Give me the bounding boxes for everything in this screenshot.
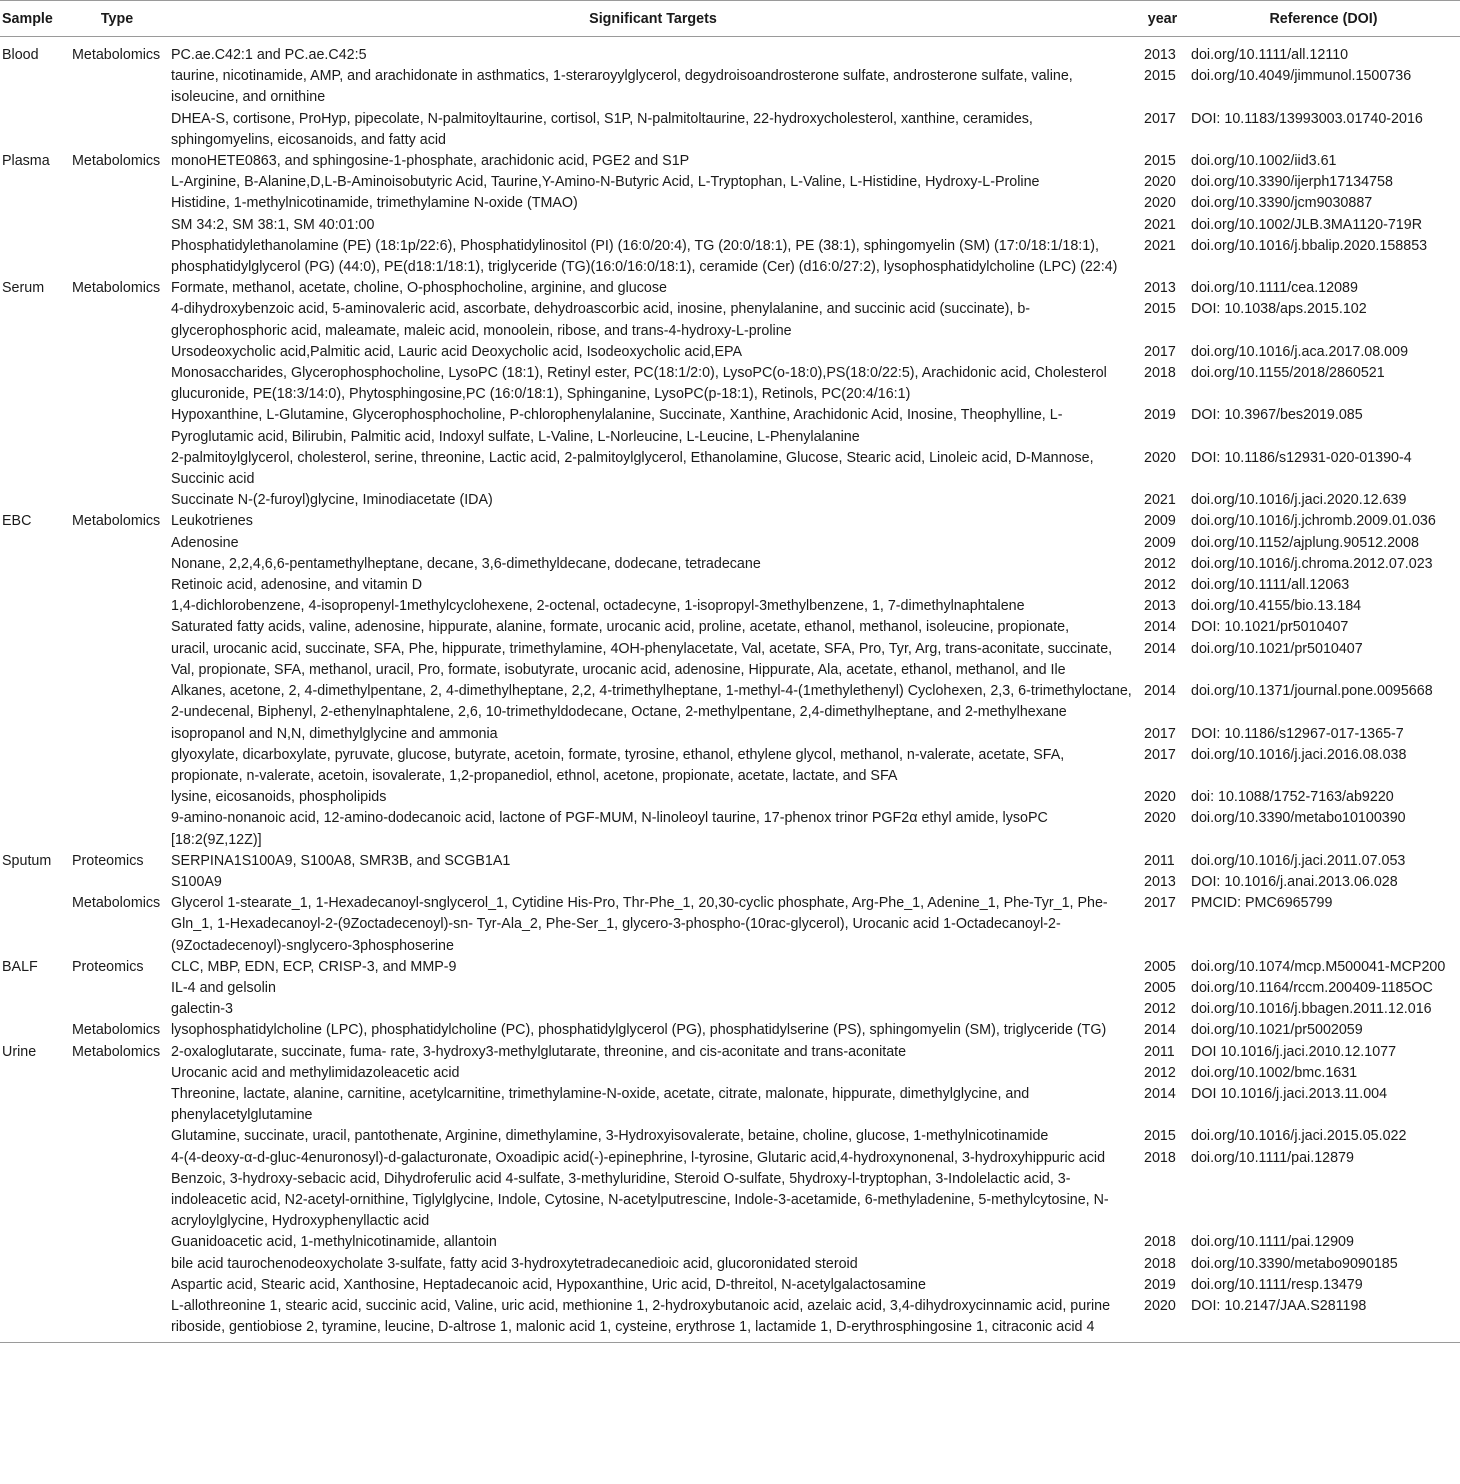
cell-targets: Histidine, 1-methylnicotinamide, trimethylamine N-oxide (TMAO): [171, 195, 578, 212]
cell-year: 2009: [1144, 513, 1176, 530]
cell-type: Metabolomics: [72, 1022, 161, 1039]
cell-type: [66, 193, 168, 214]
cell-reference: doi.org/10.1016/j.jchromb.2009.01.036: [1191, 513, 1436, 530]
cell-sample: Plasma: [2, 153, 50, 170]
cell-targets: 1,4-dichlorobenzene, 4-isopropenyl-1methylcyclohexene, 2-octenal, octadecyne, 1-isopropyl-3methylbenzene, 1, 7-dimethylnaphtalene: [171, 598, 1025, 615]
cell-sample: EBC: [2, 513, 32, 530]
cell-targets: Ursodeoxycholic acid,Palmitic acid, Lauric acid Deoxycholic acid, Isodeoxycholic acid,EPA: [171, 343, 743, 360]
table-row: [0, 278, 1460, 299]
cell-sample: [0, 193, 66, 214]
cell-reference: doi.org/10.1111/pai.12909: [1191, 1234, 1354, 1251]
cell-targets: Guanidoacetic acid, 1-methylnicotinamide, allantoin: [171, 1234, 497, 1251]
cell-year: 2014: [1144, 1085, 1176, 1102]
cell-type: [66, 978, 168, 999]
cell-sample: [0, 639, 66, 681]
cell-sample: [0, 787, 66, 808]
cell-year: 2020: [1144, 449, 1176, 466]
cell-type: [66, 872, 168, 893]
cell-targets: Glutamine, succinate, uracil, pantothenate, Arginine, dimethylamine, 3-Hydroxyisovalerate, betaine, choline, glucose, 1-methylnicotinamide: [171, 1128, 1049, 1145]
cell-type: [66, 236, 168, 278]
cell-year: 2017: [1144, 110, 1176, 127]
table-row: [0, 511, 1460, 532]
cell-year: 2013: [1144, 47, 1176, 63]
cell-year: 2005: [1144, 979, 1176, 996]
cell-sample: [0, 978, 66, 999]
cell-reference: doi.org/10.1002/bmc.1631: [1191, 1064, 1358, 1081]
table-row: [0, 724, 1460, 745]
table-row: [0, 342, 1460, 363]
cell-targets: L-allothreonine 1, stearic acid, succinic acid, Valine, uric acid, methionine 1, 2-hydroxybutanoic acid, azelaic acid, 3,4-dihydroxycinnamic acid, purine riboside, gentiobiose 2, tyramine, leucine, D-altrose 1, malonic acid 1, cysteine, erythrose 1, lactamide 1, D-erythrosphingosine 1, citraconic acid 4: [168, 1296, 1138, 1343]
table-row: [0, 872, 1460, 893]
cell-year: 2011: [1144, 1043, 1175, 1060]
cell-reference: doi.org/10.3390/jcm9030887: [1191, 195, 1373, 212]
cell-type: [66, 1126, 168, 1147]
cell-reference: DOI 10.1016/j.jaci.2010.12.1077: [1191, 1043, 1397, 1060]
cell-type: [66, 215, 168, 236]
cell-targets: Leukotrienes: [171, 513, 253, 530]
cell-reference: doi.org/10.4155/bio.13.184: [1191, 598, 1362, 615]
cell-sample: [0, 999, 66, 1020]
cell-sample: [0, 872, 66, 893]
table-row: [0, 109, 1460, 151]
cell-targets: SERPINA1S100A9, S100A8, SMR3B, and SCGB1A1: [171, 852, 511, 869]
cell-year: 2021: [1144, 492, 1176, 509]
cell-targets: Succinate N-(2-furoyl)glycine, Iminodiacetate (IDA): [171, 492, 493, 509]
cell-reference: doi.org/10.1016/j.aca.2017.08.009: [1191, 343, 1409, 360]
table-row: [0, 1126, 1460, 1147]
cell-type: [66, 342, 168, 363]
cell-year: 2012: [1144, 1001, 1176, 1018]
cell-targets: 2-palmitoylglycerol, cholesterol, serine, threonine, Lactic acid, 2-palmitoylglycerol, Ethanolamine, Glucose, Stearic acid, Linoleic acid, D-Mannose, Succinic acid: [171, 449, 1094, 488]
cell-year: 2011: [1144, 852, 1175, 869]
cell-sample: [0, 745, 66, 787]
cell-year: 2017: [1144, 895, 1176, 912]
cell-year: 2017: [1144, 725, 1176, 742]
table-row: [0, 448, 1460, 490]
cell-targets: monoHETE0863, and sphingosine-1-phosphate, arachidonic acid, PGE2 and S1P: [171, 153, 690, 170]
cell-sample: [0, 66, 66, 108]
cell-year: 2019: [1144, 1276, 1176, 1293]
cell-type: [66, 490, 168, 511]
cell-targets: 9-amino-nonanoic acid, 12-amino-dodecanoic acid, lactone of PGF-MUM, N-linoleoyl taurine, 17-phenox trinor PGF2α ethyl amide, lysoPC [18:2(9Z,12Z)]: [171, 810, 1048, 848]
cell-targets: Alkanes, acetone, 2, 4-dimethylpentane, 2, 4-dimethylheptane, 2,2, 4-trimethylheptane, 1-methyl-4-(1methylethenyl) Cyclohexen, 2,3, 6-trimethyloctane, 2-undecenal, Biphenyl, 2-ethenylnaphtalene, 2,6, 10-trimethyldodecane, Octane, 2-methylpentane, 2,4-dimethylheptane, and 2-methylhexane: [171, 683, 1132, 721]
cell-year: 2015: [1144, 153, 1176, 170]
cell-type: [66, 808, 168, 850]
cell-targets: Threonine, lactate, alanine, carnitine, acetylcarnitine, trimethylamine-N-oxide, acetate, citrate, malonate, hippurate, dimethylglycine, and phenylacetylglutamine: [171, 1085, 1030, 1124]
cell-targets: lysine, eicosanoids, phospholipids: [171, 789, 387, 806]
cell-year: 2020: [1144, 195, 1176, 212]
cell-year: 2020: [1138, 1296, 1187, 1343]
cell-reference: doi.org/10.1016/j.bbalip.2020.158853: [1191, 237, 1428, 254]
cell-type: [66, 1148, 168, 1233]
table-row: [0, 681, 1460, 723]
cell-reference: doi.org/10.3390/metabo9090185: [1191, 1255, 1398, 1272]
cell-targets: Retinoic acid, adenosine, and vitamin D: [171, 577, 423, 594]
header-type: Type: [66, 1, 168, 37]
cell-reference: doi.org/10.1016/j.jaci.2016.08.038: [1191, 746, 1407, 763]
cell-targets: taurine, nicotinamide, AMP, and arachidonate in asthmatics, 1-steraroyylglycerol, degydroisoandrosterone sulfate, androsterone sulfate, valine, isoleucine, and ornithine: [171, 68, 1073, 106]
cell-reference: doi.org/10.3390/metabo10100390: [1191, 810, 1406, 827]
cell-reference: DOI: 10.3967/bes2019.085: [1191, 407, 1363, 424]
cell-targets: Adenosine: [171, 534, 239, 551]
cell-reference: doi.org/10.1152/ajplung.90512.2008: [1191, 534, 1419, 551]
cell-targets: Monosaccharides, Glycerophosphocholine, LysoPC (18:1), Retinyl ester, PC(18:1/2:0), LysoPC(o-18:0),PS(18:0/22:5), Arachidonic acid, Cholesterol glucuronide, PE(18:3/14:0), Phytosphingosine,PC (16:0/18:1), Sphinganine, LysoPC(p-18:1), Retinols, PC(20:4/16:1): [171, 365, 1107, 403]
cell-year: 2014: [1144, 640, 1176, 657]
cell-type: Metabolomics: [72, 280, 161, 297]
cell-reference: doi.org/10.4049/jimmunol.1500736: [1191, 68, 1412, 85]
cell-reference: doi.org/10.1111/pai.12879: [1191, 1149, 1354, 1166]
cell-sample: [0, 490, 66, 511]
cell-type: Metabolomics: [72, 513, 161, 530]
cell-year: 2005: [1144, 958, 1176, 975]
cell-sample: [0, 1126, 66, 1147]
cell-sample: [0, 1275, 66, 1296]
cell-sample: [0, 596, 66, 617]
cell-targets: Formate, methanol, acetate, choline, O-phosphocholine, arginine, and glucose: [171, 280, 667, 297]
cell-targets: lysophosphatidylcholine (LPC), phosphatidylcholine (PC), phosphatidylglycerol (PG), phosphatidylserine (PS), sphingomyelin (SM), triglyceride (TG): [171, 1022, 1107, 1039]
cell-year: 2015: [1144, 1128, 1176, 1145]
cell-targets: isopropanol and N,N, dimethylglycine and ammonia: [171, 725, 498, 742]
cell-type: [66, 172, 168, 193]
table-row: [0, 151, 1460, 172]
cell-reference: DOI: 10.1016/j.anai.2013.06.028: [1191, 873, 1398, 890]
cell-type: [66, 1275, 168, 1296]
cell-type: [66, 596, 168, 617]
cell-sample: [0, 448, 66, 490]
cell-sample: [0, 363, 66, 405]
table-row: [0, 978, 1460, 999]
cell-sample: [0, 1063, 66, 1084]
cell-reference: doi: 10.1088/1752-7163/ab9220: [1191, 789, 1394, 806]
cell-sample: [0, 1148, 66, 1233]
cell-targets: Aspartic acid, Stearic acid, Xanthosine, Heptadecanoic acid, Hypoxanthine, Uric acid, D-threitol, N-acetylgalactosamine: [171, 1276, 926, 1293]
cell-reference: doi.org/10.1016/j.jaci.2020.12.639: [1191, 492, 1407, 509]
cell-type: [66, 1254, 168, 1275]
cell-reference: doi.org/10.1016/j.jaci.2011.07.053: [1191, 852, 1406, 869]
table-row: [0, 745, 1460, 787]
table-row: [0, 1084, 1460, 1126]
cell-reference: DOI 10.1016/j.jaci.2013.11.004: [1191, 1085, 1388, 1102]
cell-type: [66, 999, 168, 1020]
cell-sample: [0, 1232, 66, 1253]
cell-sample: [0, 1020, 66, 1041]
cell-year: 2021: [1144, 237, 1176, 254]
cell-year: 2012: [1144, 1064, 1176, 1081]
table-row: [0, 1063, 1460, 1084]
cell-sample: [0, 236, 66, 278]
cell-targets: CLC, MBP, EDN, ECP, CRISP-3, and MMP-9: [171, 958, 457, 975]
cell-year: 2014: [1144, 1022, 1176, 1039]
cell-year: 2014: [1144, 683, 1176, 700]
cell-targets: Hypoxanthine, L-Glutamine, Glycerophosphocholine, P-chlorophenylalanine, Succinate, Xanthine, Arachidonic Acid, Inosine, Theophylline, L-Pyroglutamic acid, Bilirubin, Palmitic acid, Indoxyl sulfate, L-Valine, L-Norleucine, L-Leucine, L-Phenylalanine: [171, 407, 1063, 445]
table-row: [0, 1254, 1460, 1275]
table-row: [0, 405, 1460, 447]
table-row: [0, 193, 1460, 214]
cell-type: Metabolomics: [72, 153, 161, 170]
table-row: [0, 533, 1460, 554]
cell-type: [66, 109, 168, 151]
cell-reference: doi.org/10.1111/cea.12089: [1191, 280, 1358, 297]
cell-sample: [0, 109, 66, 151]
table-body: [0, 37, 1460, 1343]
cell-sample: [0, 681, 66, 723]
table-row: [0, 851, 1460, 872]
cell-targets: Glycerol 1-stearate_1, 1-Hexadecanoyl-snglycerol_1, Cytidine His-Pro, Thr-Phe_1, 20,30-cyclic phosphate, Arg-Phe_1, Adenine_1, Phe-Tyr_1, Phe-Gln_1, 1-Hexadecanoyl-2-(9Zoctadecenoyl)-sn- Tyr-Ala_2, Phe-Ser_1, glycero-3-phospho-(10rac-glycerol), Urocanic acid 1-Octadecanoyl-2-(9Zoctadecenoyl)-snglycero-3phosphoserine: [171, 895, 1108, 954]
cell-type: Proteomics: [72, 958, 144, 975]
cell-reference: doi.org/10.1002/JLB.3MA1120-719R: [1191, 216, 1423, 233]
cell-targets: S100A9: [171, 873, 222, 890]
cell-targets: Nonane, 2,2,4,6,6-pentamethylheptane, decane, 3,6-dimethyldecane, dodecane, tetradecane: [171, 555, 761, 572]
table-row: [0, 957, 1460, 978]
cell-year: 2017: [1144, 343, 1176, 360]
table-row: [0, 787, 1460, 808]
cell-reference: doi.org/10.1111/all.12110: [1191, 47, 1349, 63]
table-row: [0, 1020, 1460, 1041]
cell-sample: [0, 533, 66, 554]
cell-type: [66, 724, 168, 745]
cell-type: [66, 617, 168, 638]
cell-type: [66, 363, 168, 405]
cell-targets: IL-4 and gelsolin: [171, 979, 276, 996]
table-row: [0, 554, 1460, 575]
cell-type: [66, 639, 168, 681]
table-row: [0, 172, 1460, 193]
cell-year: 2009: [1144, 534, 1176, 551]
cell-sample: [0, 1084, 66, 1126]
cell-sample: Sputum: [2, 852, 52, 869]
cell-year: 2018: [1144, 1149, 1176, 1166]
cell-type: [66, 1232, 168, 1253]
table-row: [0, 1232, 1460, 1253]
cell-year: 2012: [1144, 577, 1176, 594]
cell-type: [66, 554, 168, 575]
cell-sample: [0, 405, 66, 447]
cell-targets: bile acid taurochenodeoxycholate 3-sulfate, fatty acid 3-hydroxytetradecanedioic acid, glucoronidated steroid: [171, 1255, 858, 1272]
table-row: [0, 596, 1460, 617]
cell-year: 2018: [1144, 1255, 1176, 1272]
cell-sample: BALF: [2, 958, 38, 975]
cell-type: [66, 405, 168, 447]
cell-type: [66, 1084, 168, 1126]
cell-type: [66, 448, 168, 490]
cell-type: Metabolomics: [72, 1043, 161, 1060]
cell-sample: Blood: [2, 47, 39, 63]
cell-targets: Saturated fatty acids, valine, adenosine, hippurate, alanine, formate, urocanic acid, proline, acetate, ethanol, methanol, isoleucine, propionate,: [171, 619, 1070, 636]
cell-year: 2020: [1144, 810, 1176, 827]
cell-sample: [0, 808, 66, 850]
cell-reference: doi.org/10.3390/ijerph17134758: [1191, 174, 1393, 191]
table-row: [0, 808, 1460, 850]
cell-reference: DOI: 10.2147/JAA.S281198: [1187, 1296, 1460, 1343]
table-row: [0, 363, 1460, 405]
cell-sample: [0, 893, 66, 957]
table-row: [0, 215, 1460, 236]
table-row: [0, 999, 1460, 1020]
table-row: [0, 299, 1460, 341]
cell-reference: DOI: 10.1186/s12967-017-1365-7: [1191, 725, 1404, 742]
cell-year: 2012: [1144, 555, 1176, 572]
cell-targets: Urocanic acid and methylimidazoleacetic acid: [171, 1064, 460, 1081]
cell-sample: [0, 299, 66, 341]
cell-year: 2013: [1144, 280, 1176, 297]
cell-type: [66, 66, 168, 108]
cell-reference: doi.org/10.1016/j.chroma.2012.07.023: [1191, 555, 1433, 572]
cell-reference: doi.org/10.1002/iid3.61: [1191, 153, 1337, 170]
cell-year: 2017: [1144, 746, 1176, 763]
cell-type: [66, 1063, 168, 1084]
table-row: [0, 617, 1460, 638]
cell-sample: [0, 575, 66, 596]
cell-type: [66, 787, 168, 808]
cell-sample: [0, 554, 66, 575]
cell-reference: doi.org/10.1074/mcp.M500041-MCP200: [1191, 958, 1446, 975]
cell-year: 2013: [1144, 873, 1176, 890]
table-row: [0, 893, 1460, 957]
cell-sample: [0, 724, 66, 745]
cell-sample: [0, 172, 66, 193]
header-reference: Reference (DOI): [1187, 1, 1460, 37]
table-header-row: [0, 1, 1460, 37]
cell-sample: [0, 342, 66, 363]
cell-reference: DOI: 10.1038/aps.2015.102: [1191, 301, 1367, 318]
cell-reference: doi.org/10.1021/pr5002059: [1191, 1022, 1363, 1039]
cell-reference: PMCID: PMC6965799: [1191, 895, 1333, 912]
table-row: [0, 639, 1460, 681]
cell-type: [66, 299, 168, 341]
cell-targets: uracil, urocanic acid, succinate, SFA, Phe, hippurate, trimethylamine, 4OH-phenylacetate, Val, acetate, SFA, Pro, Tyr, Arg, trans-aconitate, succinate, Val, propionate, SFA, methanol, uracil, Pro, formate, isobutyrate, urocanic acid, adenosine, Hippurate, Ala, acetate, ethanol, methanol, and Ile: [171, 640, 1113, 678]
cell-targets: PC.ae.C42:1 and PC.ae.C42:5: [171, 47, 367, 63]
cell-targets: 4-(4-deoxy-α-d-gluc-4enuronosyl)-d-galacturonate, Oxoadipic acid(-)-epinephrine, l-tyrosine, Glutaric acid,4-hydroxynonenal, 3-hydroxyhippuric acid Benzoic, 3-hydroxy-sebacic acid, Dihydroferulic acid 4-sulfate, 3-methyluridine, Steroid O-sulfate, 5hydroxy-l-tryptophan, 3-Indolelactic acid, 3-indoleacetic acid, N2-acetyl-ornithine, Tiglylglycine, Indole, Cytosine, N-acetylputrescine, Indole-3-acetamide, 6-methyladenine, 5-methylcytosine, N-acryloylglycine, Hydroxyphenyllactic acid: [171, 1149, 1109, 1230]
table-row: [0, 1148, 1460, 1233]
table-row: [0, 66, 1460, 108]
cell-year: 2013: [1144, 598, 1176, 615]
cell-reference: doi.org/10.1021/pr5010407: [1191, 640, 1363, 657]
cell-year: 2021: [1144, 216, 1176, 233]
cell-targets: Phosphatidylethanolamine (PE) (18:1p/22:6), Phosphatidylinositol (PI) (16:0/20:4), TG (20:0/18:1), PE (38:1), sphingomyelin (SM) (17:0/18:1/18:1), phosphatidylglycerol (PG) (44:0), PE(d18:1/18:1), triglyceride (TG)(16:0/16:0/18:1), ceramide (Cer) (d16:0/27:2), lysophosphatidylcholine (LPC) (22:4): [171, 237, 1118, 276]
cell-type: [66, 681, 168, 723]
table-row: [0, 236, 1460, 278]
table-row: [0, 1296, 1460, 1343]
cell-sample: [0, 1254, 66, 1275]
cell-type: [66, 745, 168, 787]
cell-reference: doi.org/10.1111/resp.13479: [1191, 1276, 1363, 1293]
cell-year: 2020: [1144, 789, 1176, 806]
cell-sample: Urine: [2, 1043, 37, 1060]
table-row: [0, 490, 1460, 511]
cell-reference: doi.org/10.1371/journal.pone.0095668: [1191, 683, 1433, 700]
header-year: year: [1138, 1, 1187, 37]
header-targets: Significant Targets: [168, 1, 1138, 37]
cell-sample: Serum: [2, 280, 45, 297]
cell-sample: [0, 215, 66, 236]
cell-sample: [0, 617, 66, 638]
cell-year: 2014: [1144, 619, 1176, 636]
cell-reference: doi.org/10.1164/rccm.200409-1185OC: [1191, 979, 1433, 996]
table-row: [0, 1275, 1460, 1296]
cell-reference: doi.org/10.1016/j.bbagen.2011.12.016: [1191, 1001, 1432, 1018]
cell-reference: doi.org/10.1155/2018/2860521: [1191, 365, 1385, 382]
cell-year: 2015: [1144, 301, 1176, 318]
cell-reference: DOI: 10.1021/pr5010407: [1191, 619, 1349, 636]
cell-targets: glyoxylate, dicarboxylate, pyruvate, glucose, butyrate, acetoin, formate, tyrosine, ethanol, ethylene glycol, methanol, n-valerate, acetate, SFA, propionate, n-valerate, acetoin, isovalerate, 1,2-propanediol, ethnol, acetone, propionate, acetate, lactate, and SFA: [171, 746, 1065, 784]
cell-reference: DOI: 10.1183/13993003.01740-2016: [1191, 110, 1423, 127]
table-row: [0, 1042, 1460, 1063]
cell-type: [66, 1296, 168, 1343]
table-row: [0, 37, 1460, 67]
cell-reference: doi.org/10.1111/all.12063: [1191, 577, 1350, 594]
cell-year: 2019: [1144, 407, 1176, 424]
cell-year: 2015: [1144, 68, 1176, 85]
cell-year: 2020: [1144, 174, 1176, 191]
cell-sample: [0, 1296, 66, 1343]
cell-type: [66, 575, 168, 596]
cell-targets: SM 34:2, SM 38:1, SM 40:01:00: [171, 216, 375, 233]
cell-reference: DOI: 10.1186/s12931-020-01390-4: [1191, 449, 1412, 466]
cell-targets: L-Arginine, B-Alanine,D,L-B-Aminoisobutyric Acid, Taurine,Y-Amino-N-Butyric Acid, L-Tryptophan, L-Valine, L-Histidine, Hydroxy-L-Proline: [171, 174, 1040, 191]
header-sample: Sample: [0, 1, 66, 37]
cell-targets: 2-oxaloglutarate, succinate, fuma- rate, 3-hydroxy3-methylglutarate, threonine, and cis-aconitate and trans-aconitate: [171, 1043, 907, 1060]
cell-targets: 4-dihydroxybenzoic acid, 5-aminovaleric acid, ascorbate, dehydroascorbic acid, inosine, phenylalanine, and succinic acid (succinate), b-glycerophosphoric acid, maleamate, maleic acid, monoolein, ribose, and trans-4-hydroxy-L-proline: [171, 301, 1031, 339]
cell-year: 2018: [1144, 1234, 1176, 1251]
cell-year: 2018: [1144, 365, 1176, 382]
table-row: [0, 575, 1460, 596]
cell-type: Metabolomics: [72, 895, 161, 912]
cell-targets: DHEA-S, cortisone, ProHyp, pipecolate, N-palmitoyltaurine, cortisol, S1P, N-palmitoltaurine, 22-hydroxycholesterol, xanthine, ceramides, sphingomyelins, eicosanoids, and fatty acid: [171, 110, 1033, 148]
cell-type: Metabolomics: [72, 47, 161, 63]
cell-type: Proteomics: [72, 852, 144, 869]
cell-targets: galectin-3: [171, 1001, 233, 1018]
cell-type: [66, 533, 168, 554]
cell-reference: doi.org/10.1016/j.jaci.2015.05.022: [1191, 1128, 1407, 1145]
